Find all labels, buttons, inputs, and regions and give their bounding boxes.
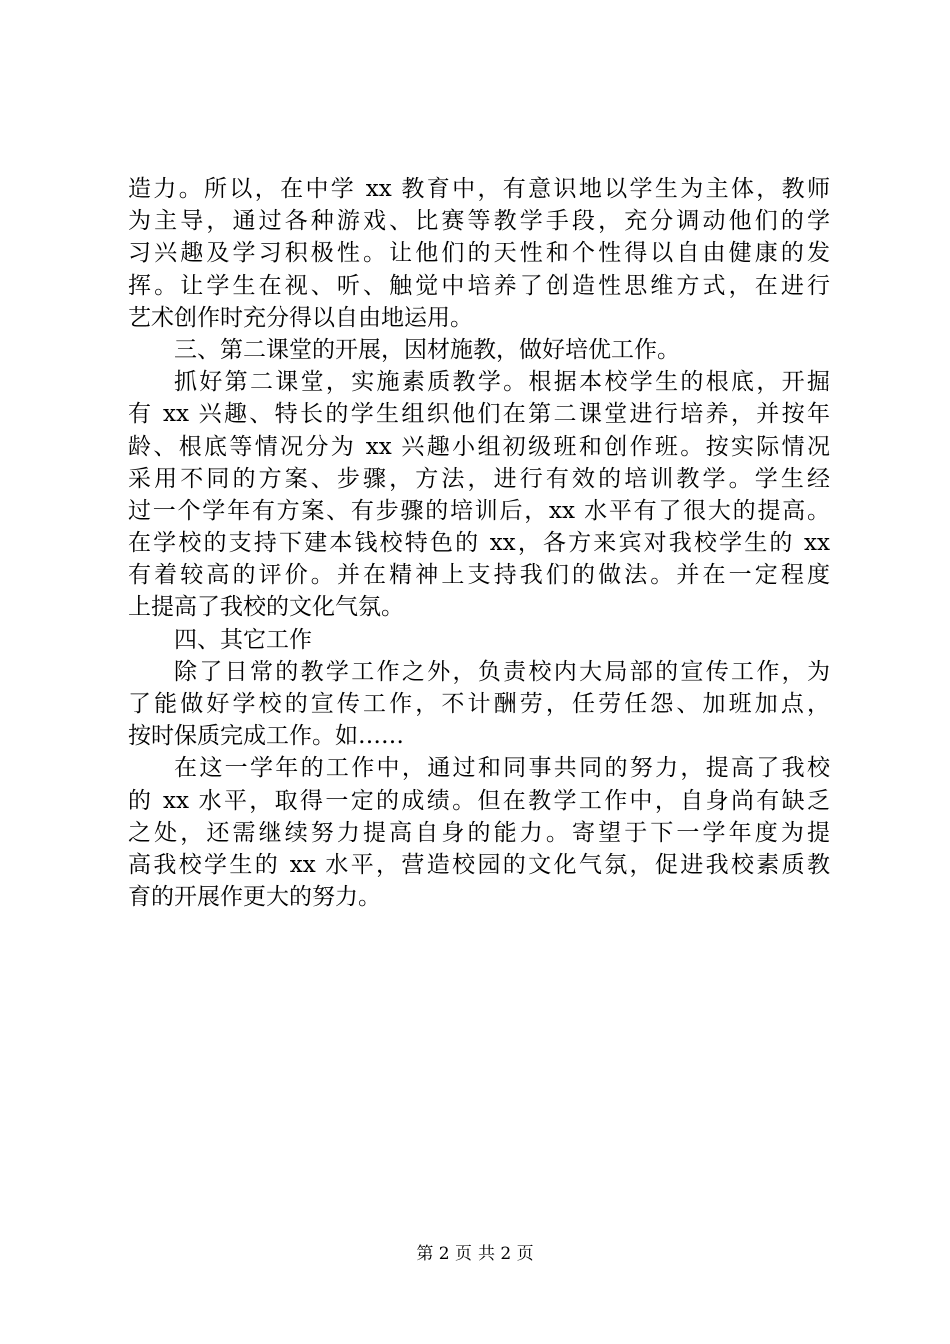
document-body — [128, 173, 830, 913]
paragraph-line: 在学校的支持下建本钱校特色的 xx，各方来宾对我校学生的 xx — [128, 530, 830, 557]
paragraph-line: 了能做好学校的宣传工作，不计酬劳，任劳任怨、加班加点， — [128, 691, 830, 717]
paragraph-line: 高我校学生的 xx 水平，营造校园的文化气氛，促进我校素质教 — [128, 851, 830, 878]
paragraph-line: 为主导，通过各种游戏、比赛等教学手段，充分调动他们的学 — [128, 208, 830, 235]
page-number: 第 2 页 — [416, 1244, 472, 1264]
paragraph-line: 除了日常的教学工作之外，负责校内大局部的宣传工作，为 — [174, 658, 830, 685]
paragraph-line: 按时保质完成工作。如…… — [128, 723, 404, 750]
paragraph-line: 采用不同的方案、步骤，方法，进行有效的培训教学。学生经 — [128, 465, 830, 492]
section-heading-3: 三、第二课堂的开展，因材施教，做好培优工作。 — [174, 336, 680, 363]
paragraph-line: 之处，还需继续努力提高自身的能力。寄望于下一学年度为提 — [128, 819, 830, 846]
paragraph-line: 上提高了我校的文化气氛。 — [128, 594, 404, 621]
paragraph-line: 育的开展作更大的努力。 — [128, 884, 381, 911]
paragraph-line: 习兴趣及学习积极性。让他们的天性和个性得以自由健康的发 — [128, 240, 830, 267]
page-total: 共 2 页 — [478, 1244, 534, 1264]
paragraph-line: 有着较高的评价。并在精神上支持我们的做法。并在一定程度 — [128, 562, 830, 589]
section-heading-4: 四、其它工作 — [174, 626, 312, 653]
paragraph-line: 龄、根底等情况分为 xx 兴趣小组初级班和创作班。按实际情况 — [128, 433, 830, 460]
paragraph-line: 过一个学年有方案、有步骤的培训后，xx 水平有了很大的提高。 — [128, 497, 830, 524]
paragraph-line: 艺术创作时充分得以自由地运用。 — [128, 304, 473, 331]
paragraph-line: 的 xx 水平，取得一定的成绩。但在教学工作中，自身尚有缺乏 — [128, 787, 830, 814]
paragraph-line: 抓好第二课堂，实施素质教学。根据本校学生的根底，开掘 — [174, 369, 830, 396]
paragraph-line: 在这一学年的工作中，通过和同事共同的努力，提高了我校 — [174, 755, 830, 782]
paragraph-line: 造力。所以，在中学 xx 教育中，有意识地以学生为主体，教师 — [128, 176, 830, 202]
paragraph-line: 有 xx 兴趣、特长的学生组织他们在第二课堂进行培养，并按年 — [128, 401, 830, 428]
paragraph-line: 挥。让学生在视、听、触觉中培养了创造性思维方式，在进行 — [128, 272, 830, 299]
page-footer — [0, 1243, 950, 1265]
